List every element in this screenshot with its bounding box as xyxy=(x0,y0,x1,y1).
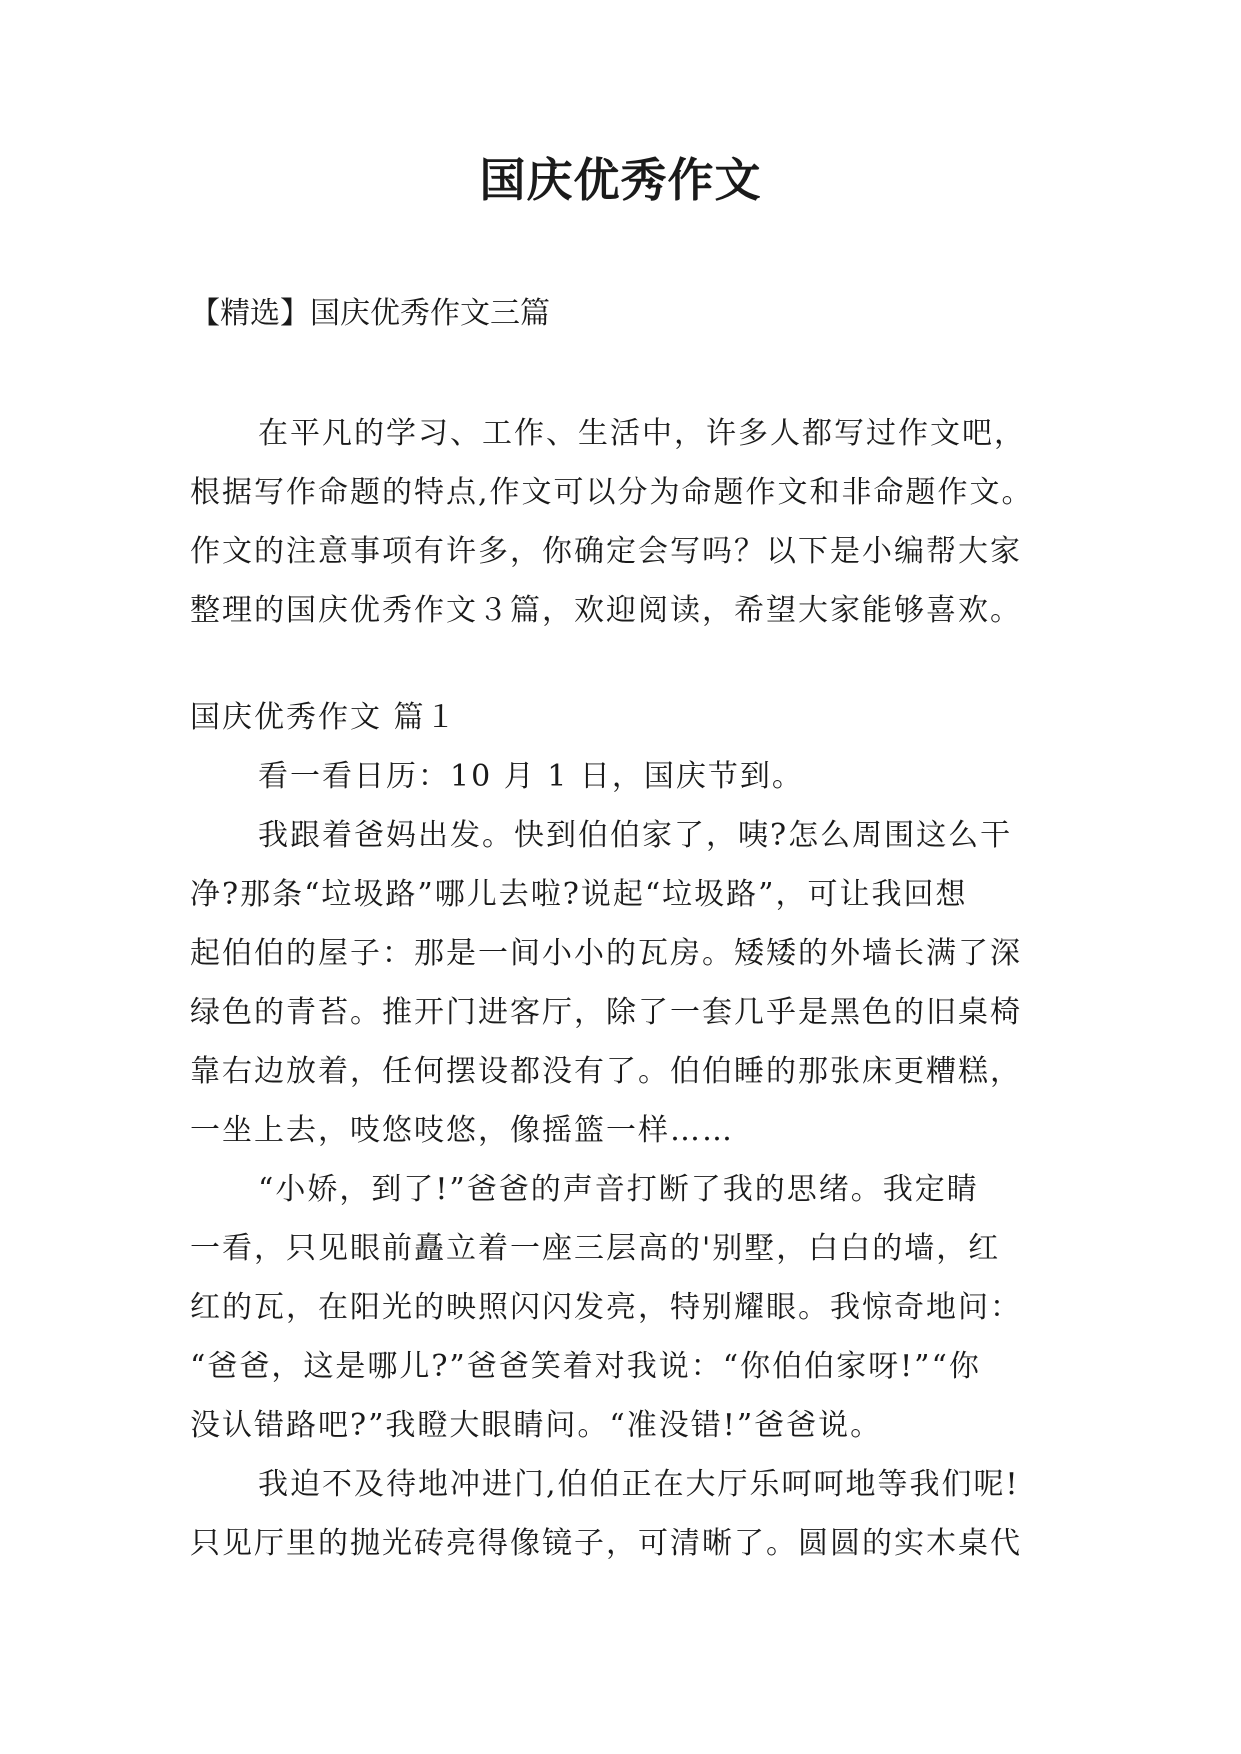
body-line: “爸爸，这是哪儿?”爸爸笑着对我说：“你伯伯家呀!”“你 xyxy=(190,1349,981,1384)
body-line: 我迫不及待地冲进门,伯伯正在大厅乐呵呵地等我们呢! xyxy=(258,1467,1020,1502)
intro-paragraph xyxy=(190,404,1070,640)
body-line: 红的瓦，在阳光的映照闪闪发亮，特别耀眼。我惊奇地问： xyxy=(190,1290,1022,1325)
body-line: 一坐上去，吱悠吱悠，像摇篮一样…… xyxy=(190,1113,734,1148)
body-line: “小娇，到了!”爸爸的声音打断了我的思绪。我定睛 xyxy=(258,1172,979,1207)
section-heading: 国庆优秀作文 篇１ xyxy=(190,700,458,735)
body-line: 我跟着爸妈出发。快到伯伯家了，咦?怎么周围这么干 xyxy=(258,818,1013,853)
essay-body xyxy=(190,747,1070,1573)
body-line: 只见厅里的抛光砖亮得像镜子，可清晰了。圆圆的实木桌代 xyxy=(190,1526,1022,1561)
document-title: 国庆优秀作文 xyxy=(479,153,762,207)
intro-line: 在平凡的学习、工作、生活中，许多人都写过作文吧， xyxy=(258,416,1026,451)
intro-line: 作文的注意事项有许多，你确定会写吗？以下是小编帮大家 xyxy=(190,534,1022,569)
intro-line: 根据写作命题的特点,作文可以分为命题作文和非命题作文。 xyxy=(190,475,1034,510)
body-line: 一看，只见眼前矗立着一座三层高的'别墅，白白的墙，红 xyxy=(190,1231,1001,1266)
body-line: 看一看日历：10 月 1 日，国庆节到。 xyxy=(258,759,804,794)
body-line: 靠右边放着，任何摆设都没有了。伯伯睡的那张床更糟糕， xyxy=(190,1054,1022,1089)
body-line: 绿色的青苔。推开门进客厅，除了一套几乎是黑色的旧桌椅 xyxy=(190,995,1022,1030)
body-line: 起伯伯的屋子：那是一间小小的瓦房。矮矮的外墙长满了深 xyxy=(190,936,1022,971)
document-subtitle: 【精选】国庆优秀作文三篇 xyxy=(190,296,550,331)
body-line: 净?那条“垃圾路”哪儿去啦?说起“垃圾路”，可让我回想 xyxy=(190,877,968,912)
body-line: 没认错路吧?”我瞪大眼睛问。“准没错!”爸爸说。 xyxy=(190,1408,883,1443)
intro-line: 整理的国庆优秀作文３篇，欢迎阅读，希望大家能够喜欢。 xyxy=(190,593,1022,628)
